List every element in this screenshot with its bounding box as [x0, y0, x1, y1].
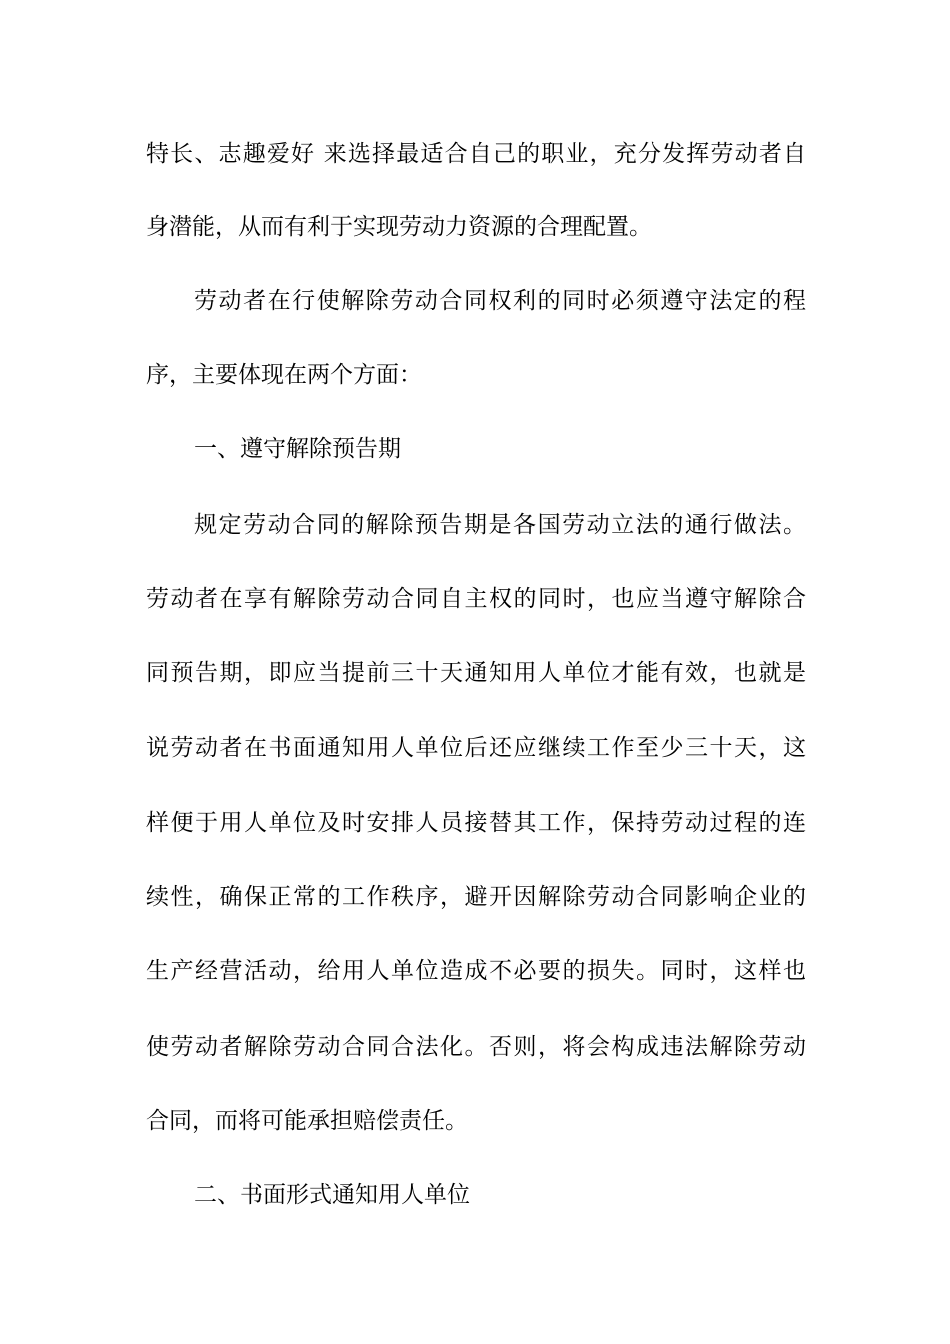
text-line: 说劳动者在书面通知用人单位后还应继续工作至少三十天，这	[146, 735, 806, 761]
text-line: 使劳动者解除劳动合同合法化。否则，将会构成违法解除劳动	[146, 1034, 806, 1060]
text-line: 身潜能，从而有利于实现劳动力资源的合理配置。	[146, 214, 652, 240]
text-line: 劳动者在行使解除劳动合同权利的同时必须遵守法定的程	[194, 288, 806, 314]
text-line: 续性，确保正常的工作秩序，避开因解除劳动合同影响企业的	[146, 884, 806, 910]
text-line: 劳动者在享有解除劳动合同自主权的同时，也应当遵守解除合	[146, 586, 806, 612]
section-heading: 一、遵守解除预告期	[194, 436, 401, 462]
text-line: 规定劳动合同的解除预告期是各国劳动立法的通行做法。	[194, 512, 806, 538]
text-line: 生产经营活动，给用人单位造成不必要的损失。同时，这样也	[146, 958, 806, 984]
section-heading: 二、书面形式通知用人单位	[194, 1182, 470, 1208]
text-line: 样便于用人单位及时安排人员接替其工作，保持劳动过程的连	[146, 810, 806, 836]
text-line: 同预告期，即应当提前三十天通知用人单位才能有效，也就是	[146, 660, 806, 686]
text-line: 特长、志趣爱好 来选择最适合自己的职业，充分发挥劳动者自	[146, 141, 806, 167]
text-line: 序，主要体现在两个方面：	[146, 362, 422, 388]
text-line: 合同，而将可能承担赔偿责任。	[146, 1108, 468, 1134]
